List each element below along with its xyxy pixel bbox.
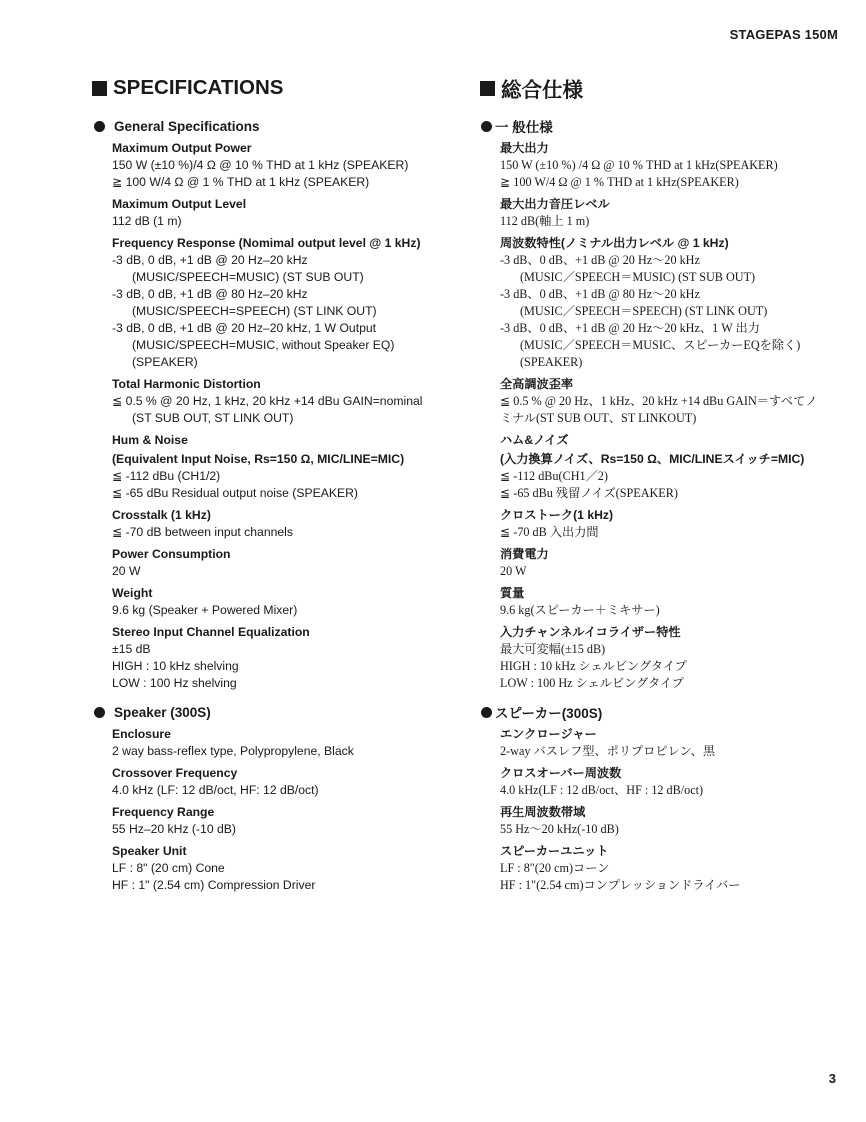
spec-label: クロストーク(1 kHz)	[500, 508, 614, 522]
section-title-text: 一 般仕様	[495, 120, 553, 135]
round-bullet-icon	[481, 121, 492, 132]
spec-item	[112, 451, 462, 502]
spec-value: HIGH : 10 kHz shelving	[112, 659, 239, 673]
spec-label: エンクロージャー	[500, 727, 597, 741]
spec-value: ≦ -112 dBu (CH1/2)	[112, 469, 221, 483]
spec-value: 150 W (±10 %) /4 Ω @ 10 % THD at 1 kHz(SPEAKER)	[500, 158, 778, 172]
section-title-text: スピーカー(300S)	[495, 706, 603, 721]
spec-label: 入力チャンネルイコライザー特性	[500, 625, 681, 639]
section-title	[480, 702, 850, 722]
page-title	[92, 74, 462, 102]
spec-item	[112, 376, 462, 427]
spec-value: 20 W	[500, 564, 527, 578]
spec-item	[500, 451, 850, 502]
spec-section	[480, 702, 850, 894]
spec-value: (MUSIC／SPEECH＝MUSIC、スピーカーEQを除く)	[520, 338, 801, 352]
spec-value: -3 dB、0 dB、+1 dB @ 20 Hz～20 kHz、1 W 出力	[500, 321, 760, 335]
spec-item	[112, 546, 462, 580]
spec-value: 112 dB (1 m)	[112, 214, 182, 228]
spec-value: -3 dB、0 dB、+1 dB @ 20 Hz～20 kHz	[500, 253, 700, 267]
spec-section	[92, 116, 462, 692]
spec-item	[500, 235, 850, 371]
spec-label: Frequency Response (Nomimal output level @ 1 kHz)	[112, 236, 421, 250]
spec-value: ≧ 100 W/4 Ω @ 1 % THD at 1 kHz(SPEAKER)	[500, 175, 739, 189]
spec-value: (MUSIC/SPEECH=MUSIC) (ST SUB OUT)	[132, 270, 364, 284]
spec-label: Total Harmonic Distortion	[112, 377, 261, 391]
spec-label: 周波数特性(ノミナル出力レベル @ 1 kHz)	[500, 236, 729, 250]
spec-value: 9.6 kg(スピーカー＋ミキサー)	[500, 603, 660, 617]
spec-value: -3 dB, 0 dB, +1 dB @ 20 Hz–20 kHz, 1 W Output	[112, 321, 377, 335]
spec-value: ≦ -65 dBu Residual output noise (SPEAKER)	[112, 486, 358, 500]
spec-item	[112, 726, 462, 760]
spec-label: Hum & Noise	[112, 433, 188, 447]
spec-label: Frequency Range	[112, 805, 215, 819]
spec-item	[112, 585, 462, 619]
page-title-ja-text: 総合仕様	[501, 79, 583, 102]
spec-value: ミナル(ST SUB OUT、ST LINKOUT)	[500, 411, 697, 425]
spec-value: (MUSIC/SPEECH=MUSIC, without Speaker EQ)	[132, 338, 395, 352]
section-title	[480, 116, 850, 136]
spec-label: 全高調波歪率	[500, 377, 574, 391]
spec-item	[500, 376, 850, 427]
spec-label: Maximum Output Power	[112, 141, 252, 155]
spec-value: ≦ -70 dB 入出力間	[500, 525, 599, 539]
round-bullet-icon	[481, 707, 492, 718]
spec-value: 4.0 kHz(LF : 12 dB/oct、HF : 12 dB/oct)	[500, 783, 704, 797]
spec-value: 最大可変幅(±15 dB)	[500, 642, 606, 656]
spec-label: 再生周波数帯域	[500, 805, 586, 819]
spec-value: (MUSIC／SPEECH＝MUSIC) (ST SUB OUT)	[520, 270, 756, 284]
spec-items	[480, 140, 850, 692]
spec-items	[480, 726, 850, 894]
section-title	[92, 702, 462, 722]
spec-item	[112, 507, 462, 541]
spec-items	[92, 726, 462, 894]
round-bullet-icon	[94, 707, 105, 718]
spec-label: (Equivalent Input Noise, Rs=150 Ω, MIC/LINE=MIC)	[112, 452, 405, 466]
spec-value: 150 W (±10 %)/4 Ω @ 10 % THD at 1 kHz (SPEAKER)	[112, 158, 409, 172]
spec-items	[92, 140, 462, 692]
spec-item	[112, 624, 462, 692]
spec-item	[500, 765, 850, 799]
page-number: 3	[828, 1071, 836, 1086]
specifications-column-en	[92, 74, 462, 904]
spec-label: (入力換算ノイズ、Rs=150 Ω、MIC/LINEスイッチ=MIC)	[500, 452, 805, 466]
spec-value: HF : 1"(2.54 cm)コンプレッションドライバー	[500, 878, 741, 892]
spec-value: -3 dB, 0 dB, +1 dB @ 20 Hz–20 kHz	[112, 253, 308, 267]
spec-item	[500, 585, 850, 619]
spec-label: ハム&ノイズ	[500, 433, 569, 447]
spec-value: 9.6 kg (Speaker + Powered Mixer)	[112, 603, 298, 617]
spec-label: 最大出力音圧レベル	[500, 197, 610, 211]
spec-value: ≦ 0.5 % @ 20 Hz、1 kHz、20 kHz +14 dBu GAIN＝すべてノ	[500, 394, 818, 408]
spec-item	[112, 843, 462, 894]
section-title	[92, 116, 462, 136]
spec-value: 4.0 kHz (LF: 12 dB/oct, HF: 12 dB/oct)	[112, 783, 319, 797]
spec-value: ≦ 0.5 % @ 20 Hz, 1 kHz, 20 kHz +14 dBu GAIN=nominal	[112, 394, 423, 408]
page-title-text: SPECIFICATIONS	[113, 76, 284, 99]
spec-value: 2-way バスレフ型、ポリプロピレン、黒	[500, 744, 716, 758]
model-name: STAGEPAS 150M	[729, 27, 838, 42]
spec-value: (SPEAKER)	[520, 355, 583, 369]
round-bullet-icon	[94, 121, 105, 132]
spec-label: 最大出力	[500, 141, 549, 155]
spec-label: Crossover Frequency	[112, 766, 238, 780]
spec-value: HIGH : 10 kHz シェルビングタイプ	[500, 659, 687, 673]
sections-en	[92, 116, 462, 894]
spec-item	[500, 624, 850, 692]
sections-ja	[480, 116, 850, 894]
spec-value: 55 Hz～20 kHz(-10 dB)	[500, 822, 619, 836]
spec-label: Enclosure	[112, 727, 171, 741]
spec-value: LF : 8"(20 cm)コーン	[500, 861, 610, 875]
spec-value: HF : 1" (2.54 cm) Compression Driver	[112, 878, 316, 892]
spec-item	[112, 432, 462, 449]
spec-item	[500, 726, 850, 760]
spec-value: (ST SUB OUT, ST LINK OUT)	[132, 411, 294, 425]
spec-label: クロスオーバー周波数	[500, 766, 622, 780]
spec-item	[500, 843, 850, 894]
section-title-text: General Specifications	[114, 118, 260, 134]
spec-section	[92, 702, 462, 894]
spec-value: -3 dB, 0 dB, +1 dB @ 80 Hz–20 kHz	[112, 287, 308, 301]
spec-label: Weight	[112, 586, 153, 600]
spec-value: 55 Hz–20 kHz (-10 dB)	[112, 822, 236, 836]
spec-value: LF : 8" (20 cm) Cone	[112, 861, 225, 875]
spec-value: ±15 dB	[112, 642, 151, 656]
spec-label: Crosstalk (1 kHz)	[112, 508, 211, 522]
spec-item	[112, 140, 462, 191]
section-title-text: Speaker (300S)	[114, 704, 211, 720]
spec-value: LOW : 100 Hz shelving	[112, 676, 237, 690]
spec-value: (MUSIC/SPEECH=SPEECH) (ST LINK OUT)	[132, 304, 377, 318]
spec-item	[500, 546, 850, 580]
spec-label: Maximum Output Level	[112, 197, 247, 211]
spec-value: ≦ -65 dBu 残留ノイズ(SPEAKER)	[500, 486, 678, 500]
spec-value: ≦ -112 dBu(CH1／2)	[500, 469, 608, 483]
spec-section	[480, 116, 850, 692]
spec-value: 112 dB(軸上 1 m)	[500, 214, 590, 228]
spec-label: Speaker Unit	[112, 844, 187, 858]
spec-item	[112, 196, 462, 230]
square-bullet-icon	[92, 81, 107, 96]
page-title-ja	[480, 74, 850, 102]
spec-item	[500, 140, 850, 191]
spec-item	[500, 507, 850, 541]
square-bullet-icon	[480, 81, 495, 96]
spec-label: Stereo Input Channel Equalization	[112, 625, 310, 639]
spec-value: (MUSIC／SPEECH＝SPEECH) (ST LINK OUT)	[520, 304, 768, 318]
spec-item	[500, 804, 850, 838]
spec-value: 20 W	[112, 564, 141, 578]
spec-value: LOW : 100 Hz シェルビングタイプ	[500, 676, 684, 690]
spec-value: ≦ -70 dB between input channels	[112, 525, 293, 539]
spec-item	[112, 765, 462, 799]
spec-value: ≧ 100 W/4 Ω @ 1 % THD at 1 kHz (SPEAKER)	[112, 175, 370, 189]
spec-value: 2 way bass-reflex type, Polypropylene, Black	[112, 744, 354, 758]
spec-value: -3 dB、0 dB、+1 dB @ 80 Hz～20 kHz	[500, 287, 700, 301]
spec-label: Power Consumption	[112, 547, 231, 561]
spec-label: 質量	[500, 586, 525, 600]
spec-label: スピーカーユニット	[500, 844, 609, 858]
spec-value: (SPEAKER)	[132, 355, 198, 369]
specifications-column-ja	[480, 74, 850, 904]
spec-label: 消費電力	[500, 547, 549, 561]
spec-item	[500, 432, 850, 449]
spec-item	[112, 804, 462, 838]
spec-item	[112, 235, 462, 371]
spec-item	[500, 196, 850, 230]
